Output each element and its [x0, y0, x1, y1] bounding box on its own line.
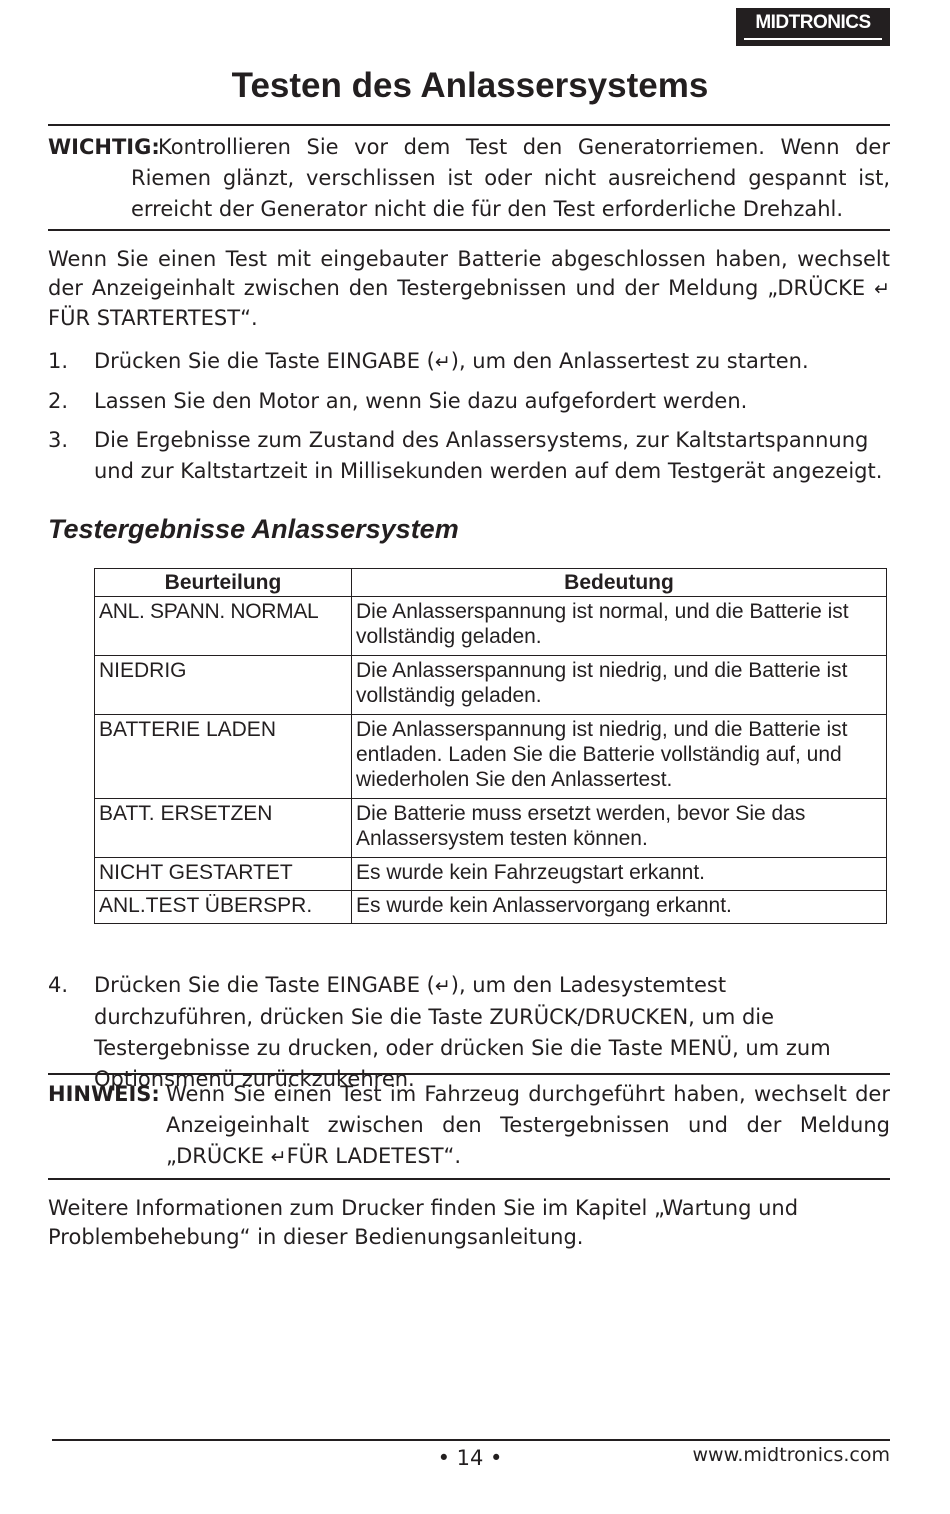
footer-url: www.midtronics.com — [692, 1444, 890, 1466]
rating-cell: ANL.TEST ÜBERSPR. — [95, 891, 352, 924]
table-header-row — [95, 569, 887, 597]
table-row — [95, 597, 887, 656]
list-item: 2. Lassen Sie den Motor an, wenn Sie dazu aufgefordert werden. — [48, 389, 748, 413]
enter-icon: ↵ — [270, 1146, 287, 1168]
table-row — [95, 858, 887, 891]
important-label: WICHTIG: — [48, 135, 160, 159]
logo-swoosh-icon — [744, 38, 882, 40]
rating-cell: NICHT GESTARTET — [95, 858, 352, 891]
hint-text: Wenn Sie einen Test im Fahrzeug durchgeführt haben, wechselt der Anzeigeinhalt zwischen den Testergebnissen und der Meldung „DRÜCKE ↵FÜR LADETEST“. — [166, 1082, 890, 1168]
table-row — [95, 715, 887, 799]
intro-paragraph: Wenn Sie einen Test mit eingebauter Batterie abgeschlossen haben, wechselt der Anzeigeinhalt zwischen den Testergebnissen und der Meldung „DRÜCKE ↵ FÜR STARTERTEST“. — [48, 247, 890, 330]
important-text: Kontrollieren Sie vor dem Test den Generatorriemen. Wenn der Riemen glänzt, verschlissen ist oder nicht ausreichend gespannt ist, erreicht der Generator nicht die für den Test erforderliche Drehzahl. — [131, 135, 890, 221]
rating-cell: NIEDRIG — [95, 656, 352, 715]
footer-divider — [52, 1439, 890, 1441]
page-title: Testen des Anlassersystems — [231, 66, 709, 105]
list-item: 4. Drücken Sie die Taste EINGABE (↵), um den Ladesystemtest durchzuführen, drücken Sie die Taste ZURÜCK/DRUCKEN, um die Testergebnisse zu drucken, oder drücken Sie die Taste MENÜ, um zum Optionsmenü zurückzukehren. — [48, 973, 831, 1091]
steps-list — [48, 346, 890, 487]
divider — [48, 1178, 890, 1180]
hint-note — [48, 1079, 890, 1173]
column-header: Beurteilung — [95, 569, 352, 597]
meaning-cell: Die Anlasserspannung ist normal, und die Batterie ist vollständig geladen. — [352, 597, 887, 656]
list-item: 1. Drücken Sie die Taste EINGABE (↵), um den Anlassertest zu starten. — [48, 349, 809, 373]
divider — [48, 1073, 890, 1075]
meaning-cell: Die Anlasserspannung ist niedrig, und die Batterie ist entladen. Laden Sie die Batterie vollständig auf, und wiederholen Sie den Anlassertest. — [352, 715, 887, 799]
closing-paragraph: Weitere Informationen zum Drucker finden Sie im Kapitel „Wartung und Problembehebung“ in dieser Bedienungsanleitung. — [48, 1196, 799, 1249]
meaning-cell: Es wurde kein Fahrzeugstart erkannt. — [352, 858, 887, 891]
results-title: Testergebnisse Anlassersystem — [48, 514, 459, 544]
table-row — [95, 656, 887, 715]
hint-label: HINWEIS: — [48, 1082, 160, 1106]
divider — [48, 229, 890, 231]
meaning-cell: Es wurde kein Anlasservorgang erkannt. — [352, 891, 887, 924]
meaning-cell: Die Anlasserspannung ist niedrig, und die Batterie ist vollständig geladen. — [352, 656, 887, 715]
results-table — [94, 568, 887, 924]
column-header: Bedeutung — [352, 569, 887, 597]
rating-cell: BATTERIE LADEN — [95, 715, 352, 799]
divider — [48, 124, 890, 126]
midtronics-logo — [736, 8, 890, 46]
enter-icon: ↵ — [434, 351, 451, 373]
enter-icon: ↵ — [434, 975, 451, 997]
table-row — [95, 891, 887, 924]
logo-text: MIDTRONICS — [755, 12, 871, 33]
important-note — [48, 132, 890, 225]
rating-cell: ANL. SPANN. NORMAL — [95, 597, 352, 656]
meaning-cell: Die Batterie muss ersetzt werden, bevor Sie das Anlassersystem testen können. — [352, 799, 887, 858]
enter-icon: ↵ — [874, 278, 890, 300]
rating-cell: BATT. ERSETZEN — [95, 799, 352, 858]
page-number: • 14 • — [437, 1446, 503, 1470]
table-row — [95, 799, 887, 858]
list-item: 3. Die Ergebnisse zum Zustand des Anlassersystems, zur Kaltstartspannung und zur Kaltstartzeit in Millisekunden werden auf dem Testgerät angezeigt. — [48, 428, 883, 483]
steps-list-continued — [48, 970, 890, 1095]
